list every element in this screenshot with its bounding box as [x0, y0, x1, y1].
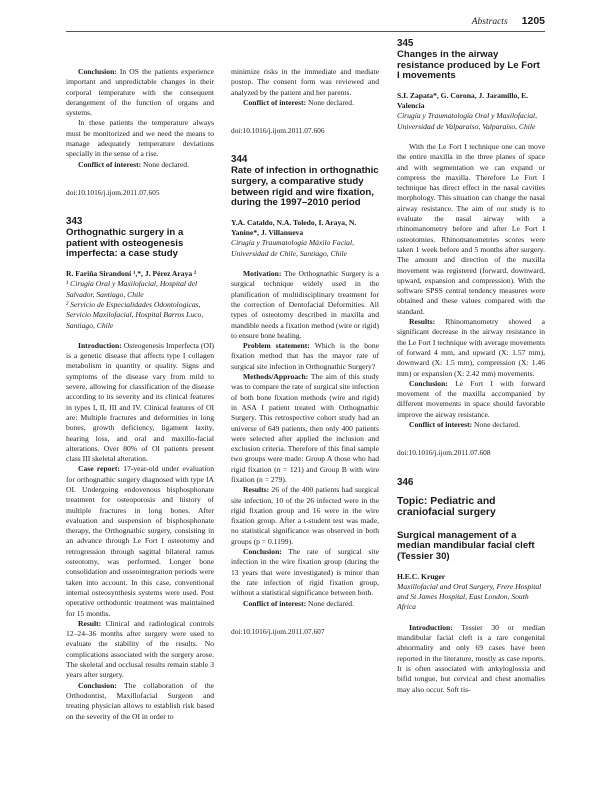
- header-rule: [66, 31, 545, 32]
- abstract-number: 346: [397, 476, 414, 488]
- paragraph: Problem statement: Which is the bone fixation method that has the mayor rate of surgical site infection in Orthognathic Surgery?: [231, 341, 379, 371]
- doi-link[interactable]: doi:10.1016/j.ijom.2011.07.608: [397, 448, 491, 458]
- paragraph: In these patients the temperature always must be monitorized and we need the means to manage adequately temperature deviations specially in the sense of a rise.: [66, 118, 214, 159]
- authors: Y.A. Cataldo, N.A. Toledo, I. Araya, N. Yanine*, J. Villanueva: [231, 217, 357, 238]
- paragraph: Conclusion: The collaboration of the Orthodontist, Maxillofacial Surgeon and treating physician allows to establish risk based on the severity of the OI in order to: [66, 680, 214, 721]
- doi-link[interactable]: doi:10.1016/j.ijom.2011.07.607: [231, 626, 325, 636]
- abstract-number: 344: [231, 154, 248, 166]
- column-3: [397, 38, 545, 695]
- conflict-statement: Conflict of interest: None declared.: [409, 419, 520, 429]
- paragraph: Introduction: Osteogenesis Imperfecta (OI) is a genetic disease that affects type I collagen metabolism in quantity or quality. Signs and symptoms of the disease vary from mild to severe, allowing for classification of the disease according to its severity and its clinical features in types I, II, III and IV. Clinical features of OI are: Multiple fractures and deformities in long bones, growth deficiency, ligament laxity, hearing loss, and oral and maxillo-facial alterations. Over 80% of OI patients present class III skeletal alteration.: [66, 340, 214, 464]
- conflict-statement: Conflict of interest: None declared.: [78, 159, 189, 169]
- paragraph: Conclusion: In OS the patients experience important and unpredictable changes in their corporal temperature with the consequent derangement of the function of organs and systems.: [66, 67, 214, 118]
- conflict-statement: Conflict of interest: None declared.: [243, 598, 354, 608]
- abstract-number: 343: [66, 216, 83, 228]
- paragraph: Conclusion: Le Fort I with forward movement of the maxilla accompanied by different movements in space should favorable improve the airway resistance.: [397, 378, 545, 419]
- abstract-title: Rate of infection in orthognathic surgery, a comparative study between rigid and wire fixation, during the 1997–2010 period: [231, 165, 379, 209]
- affiliation: Cirugía y Traumatología Máxilo Facial, Universidad de Chile, Santiago, Chile: [231, 238, 354, 258]
- affiliation: ² Servicio de Especialidades Odontologicas, Servicio Maxilofacial, Hospital Barros Luco, Santiago, Chile: [66, 299, 204, 330]
- affiliation: Cirugía y Traumatología Oral y Maxilofacial, Universidad de Valparaíso, Valparaíso, Chile: [397, 111, 538, 131]
- affiliation: ¹ Cirugía Oral y Maxilofacial, Hospital del Salvador, Santiago, Chile: [66, 279, 198, 299]
- journal-section: Abstracts: [471, 17, 508, 27]
- abstract-343: [66, 216, 214, 722]
- abstract-title: Surgical management of a median mandibular facial cleft (Tessier 30): [397, 529, 535, 562]
- paragraph: Motivation: The Orthognathic Surgery is a surgical technique widely used in the planification of multidisciplinary treatment for the correction of Dentofacial Deformities. All types of osteotomy described in maxilla and mandible needs a fixation method (wire or rigid) to ensure bone healing.: [231, 269, 379, 340]
- authors: R. Fariña Sirandoni ¹,*, J. Pérez Araya ²: [66, 269, 197, 279]
- column-2: [231, 67, 379, 655]
- affiliation: Maxillofacial and Oral Surgery, Frere Hospital and St James Hospital, East London, South Africa: [397, 581, 542, 612]
- abstract-title: Changes in the airway resistance produced by Le Fort I movements: [397, 49, 540, 82]
- authors: S.I. Zapata*, G. Corona, J. Jaramillo, E. Valencia: [397, 90, 529, 111]
- paragraph: Result: Clinical and radiological controls 12–24–36 months after surgery were used to evaluate the stability of the results. No complications associated with the surgery arose. The skeletal and occlusal results remain stable 3 years after surgery.: [66, 618, 214, 680]
- topic-heading: Topic: Pediatric and craniofacial surgery: [397, 495, 496, 519]
- abstract-number: 345: [397, 38, 414, 49]
- doi-link[interactable]: doi:10.1016/j.ijom.2011.07.605: [66, 187, 160, 197]
- abstract-346: [397, 477, 545, 695]
- paragraph: With the Le Fort I technique one can move the entire maxilla in the three planes of space and with segmentation we can expand or compress the maxilla. Therefore Le Fort I technique has direct effect in the nasal cavities morphology. This situation can change the nasal airway resistance. The aim of our study is to evaluate the nasal airway with a rhinomanometry before and after Le Fort I osteotomies. Rhinomanometries scores were taken 1 week before and 5 months after surgery. The amount and direction of the maxilla movement was registered (forward, downward, upward, expansion and compression). With the software SPSS central tendency measures were obtained and these values compared with the standard.: [397, 141, 545, 316]
- page-number: 1205: [521, 15, 545, 27]
- conflict-statement: Conflict of interest: None declared.: [243, 97, 354, 107]
- paragraph: Conclusion: The rate of surgical site infection in the wire fixation group (during the 13 years that were investigated) is minor than the rate infection of rigid fixation group, without a statistical significance between both.: [231, 547, 379, 598]
- paragraph: Introduction: Tessier 30 or median mandibular facial cleft is a rare congenital abnormality and only 69 cases have been reported in the literature, mostly as case reports. It is often associated with ankyloglossia and bifid tongue, but cervical and chest anomalies may also occur. Soft tis-: [397, 622, 545, 694]
- column-1: [66, 67, 214, 722]
- running-header: [0, 15, 545, 27]
- abstract-344: [231, 154, 379, 637]
- paragraph: Results: 26 of the 400 patients had surgical site infection, 10 of the 26 infected were in the rigid fixation group and 16 were in the wire fixation group. After a t-student test was made, no statistical significance was observed in both groups (p = 0.1199).: [231, 485, 379, 546]
- paragraph: Results: Rhinomanometry showed a significant decrease in the airway resistance in the Le Fort I technique with average movements of forward 4 mm, and upward (X: 1.57 mm), downward (X: 1.5 mm), compression (X: 1.46 mm) or expansion (X: 2.42 mm) movements.: [397, 317, 545, 378]
- abstract-title: Orthognathic surgery in a patient with osteogenesis imperfecta: a case study: [66, 227, 184, 260]
- authors: H.E.C. Kruger: [397, 571, 446, 581]
- paragraph: minimize risks in the immediate and mediate postop. The consent form was reviewed and analyzed by the patient and her parents.: [231, 67, 379, 97]
- paragraph: Case report: 17-year-old under evaluation for orthognathic surgery diagnosed with type IA OI. Undergoing endovenous bisphosphonate treatment for osteoporosis and history of multiple fractures in long bones. After evaluation and suspension of bisphosphonate therapy, the Orthognathic surgery, consisting in an advance through Le Fort I osteotomy and retrogression through sagittal bilateral ramus osteotomy, was performed. Longer bone consolidation and osseointegration periods were taken into account. In this case, conventional internal osteosynthesis systems were used. Post operative orthodontic treatment was maintained for 15 months.: [66, 464, 214, 618]
- doi-link[interactable]: doi:10.1016/j.ijom.2011.07.606: [231, 126, 325, 136]
- paragraph: Methods/Approach: The aim of this study was to compare the rate of surgical site infection of both bone fixation methods (wire and rigid) in ASA I patient treated with Orthognathic Surgery. This retrospective cohort study had an universe of 649 patients, then only 400 patients were selected after applied the inclusion and exclusion criteria. Therefore of this final sample two groups were made: Group A those who had rigid fixation (n = 121) and Group B with wire fixation (n = 279).: [231, 372, 379, 484]
- abstract-345: [397, 38, 545, 459]
